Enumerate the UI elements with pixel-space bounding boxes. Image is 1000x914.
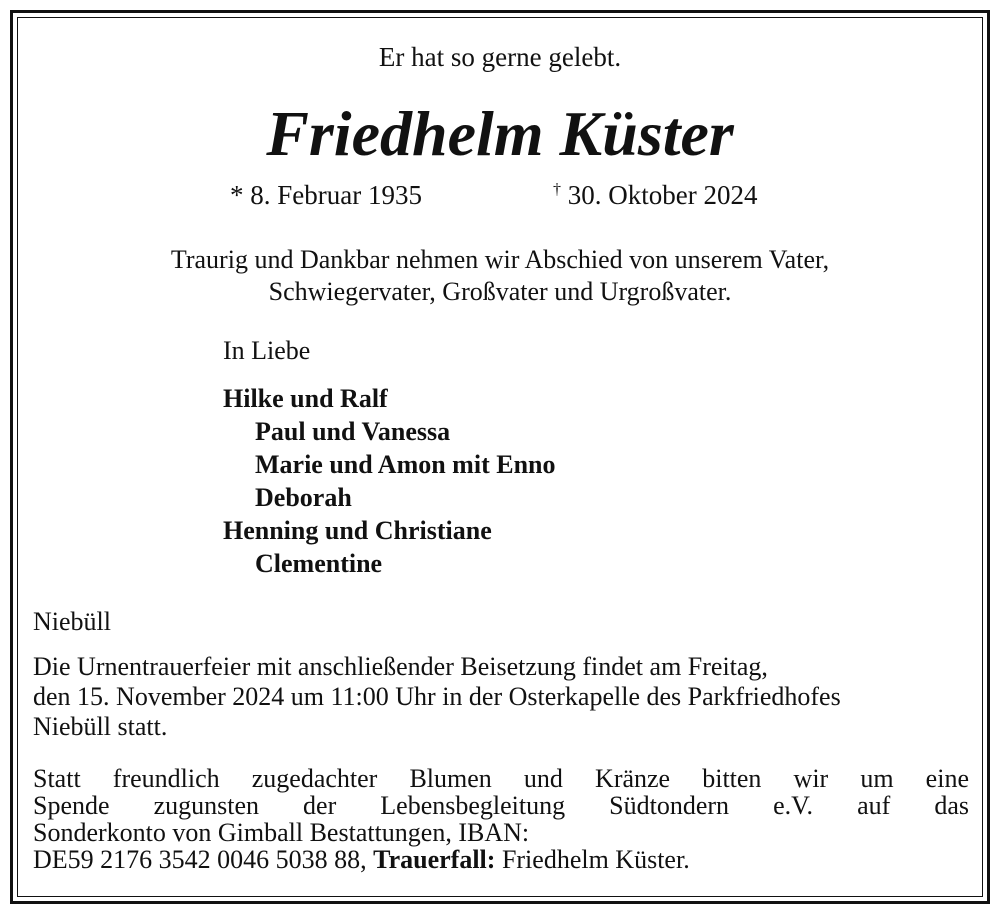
- death-symbol: †: [553, 181, 561, 198]
- family-member: Marie und Amon mit Enno: [255, 450, 556, 479]
- birth-date-text: 8. Februar 1935: [250, 180, 422, 210]
- donation-line-1: Statt freundlich zugedachter Blumen und Kränze bitten wir um eine: [33, 764, 969, 793]
- death-date: [553, 180, 757, 211]
- donation-line-2: Spende zugunsten der Lebensbegleitung Südtondern e.V. auf das: [33, 791, 969, 820]
- ceremony-line-3: Niebüll statt.: [33, 712, 168, 741]
- ceremony-info: [33, 652, 969, 742]
- family-member: Hilke und Ralf: [223, 384, 388, 413]
- donation-line-3: Sonderkonto von Gimball Bestattungen, IBAN:: [33, 818, 530, 847]
- family-list: [223, 382, 556, 580]
- keyword-label: Trauerfall:: [373, 845, 496, 874]
- family-member: Deborah: [255, 483, 352, 512]
- family-member: Clementine: [255, 549, 383, 578]
- ceremony-line-2: den 15. November 2024 um 11:00 Uhr in der Osterkapelle des Parkfriedhofes: [33, 682, 841, 711]
- donation-info: [33, 765, 969, 873]
- death-date-text: 30. Oktober 2024: [567, 180, 758, 210]
- intro-line-2: Schwiegervater, Großvater und Urgroßvater.: [268, 277, 732, 306]
- family-member: Paul und Vanessa: [255, 417, 451, 446]
- iban-number: DE59 2176 3542 0046 5038 88,: [33, 845, 367, 874]
- birth-symbol: *: [230, 180, 244, 210]
- closing-phrase: In Liebe: [223, 336, 311, 365]
- birth-date: [230, 180, 422, 211]
- deceased-name: Friedhelm Küster: [266, 98, 734, 169]
- donation-line-4: [33, 846, 969, 873]
- family-member: Henning und Christiane: [223, 516, 492, 545]
- place: Niebüll: [33, 607, 111, 636]
- motto: Er hat so gerne gelebt.: [378, 42, 622, 72]
- ceremony-line-1: Die Urnentrauerfeier mit anschließender Beisetzung findet am Freitag,: [33, 652, 768, 681]
- keyword-value: Friedhelm Küster.: [501, 845, 690, 874]
- intro-text: [0, 244, 1000, 308]
- intro-line-1: Traurig und Dankbar nehmen wir Abschied von unserem Vater,: [170, 245, 830, 274]
